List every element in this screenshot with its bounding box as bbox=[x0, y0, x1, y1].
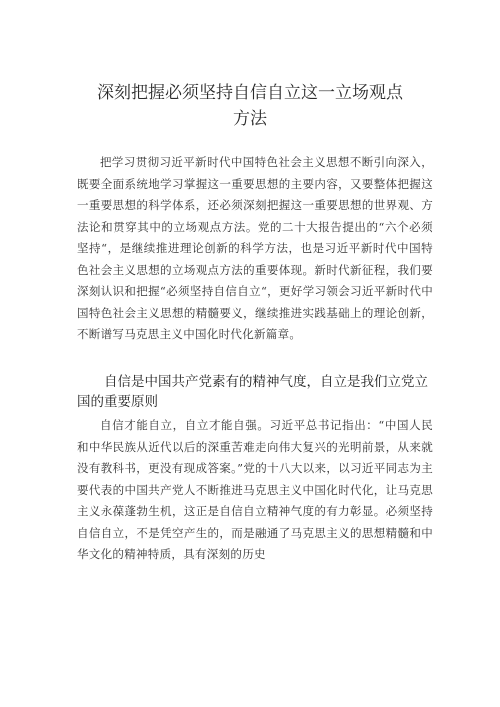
paragraph-body: 自信才能自立，自立才能自强。习近平总书记指出：“中国人民和中华民族从近代以后的深重苦难走向伟大复兴的光明前景，从来就没有教科书，更没有现成答案。”党的十八大以来，以习近平同志为主要代表的中国共产党人不断推进马克思主义中国化时代化，让马克思主义永葆蓬勃生机，这正是自信自立精神气度的有力彰显。必须坚持自信自立，不是凭空产生的，而是融通了马克思主义的思想精髓和中华文化的精神特质，具有深刻的历史 bbox=[77, 418, 433, 561]
title-line-1: 深刻把握必须坚持自信自立这一立场观点 bbox=[97, 83, 403, 103]
paragraph-intro: 把学习贯彻习近平新时代中国特色社会主义思想不断引向深入，既要全面系统地学习掌握这一重要思想的主要内容，又要整体把握这一重要思想的科学体系，还必须深刻把握这一重要思想的世界观、方法论和贯穿其中的立场观点方法。党的二十大报告提出的“六个必须坚持“，是继续推进理论创新的科学方法，也是习近平新时代中国特色社会主义思想的立场观点方法的重要体现。新时代新征程，我们要深刻认识和把握“必须坚持自信自立“，更好学习领会习近平新时代中国特色社会主义思想的精髓要义，继续推进实践基础上的理论创新，不断谱写马克思主义中国化时代化新篇章。 bbox=[77, 155, 433, 341]
title-line-2: 方法 bbox=[233, 109, 267, 129]
section-heading: 自信是中国共产党素有的精神气度，自立是我们立党立国的重要原则 bbox=[77, 374, 428, 410]
document-title bbox=[80, 80, 420, 132]
